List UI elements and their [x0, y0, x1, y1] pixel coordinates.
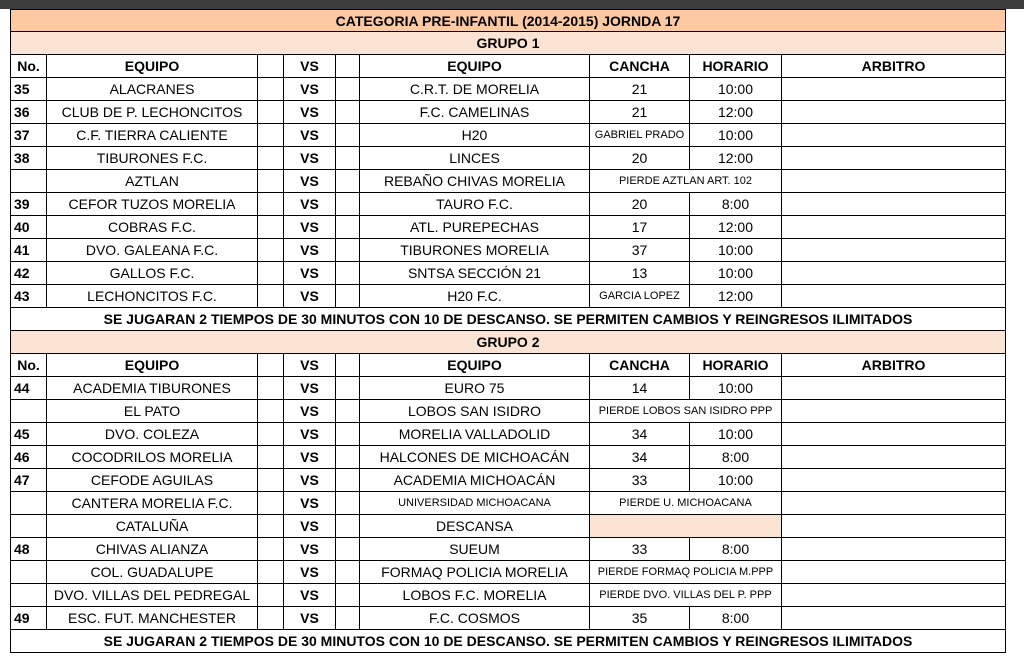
blank-cell [257, 492, 283, 514]
vs-label: VS [283, 561, 335, 583]
cancha-value: GARCIA LOPEZ [589, 285, 689, 307]
arbitro-cell [781, 239, 1006, 261]
vs-label: VS [283, 124, 335, 146]
match-number [10, 561, 46, 583]
penalty-note: PIERDE LOBOS SAN ISIDRO PPP [589, 400, 781, 422]
arbitro-cell [781, 216, 1006, 238]
arbitro-cell [781, 193, 1006, 215]
header-horario: HORARIO [689, 55, 781, 77]
home-team: COCODRILOS MORELIA [46, 446, 257, 468]
vs-label: VS [283, 423, 335, 445]
blank-cell [257, 561, 283, 583]
match-row [10, 124, 1006, 147]
cancha-value: 14 [589, 377, 689, 399]
grupo2-label: GRUPO 2 [10, 331, 1006, 353]
blank-cell [335, 216, 359, 238]
arbitro-cell [781, 423, 1006, 445]
horario-value: 10:00 [689, 423, 781, 445]
column-header-row [10, 354, 1006, 377]
match-row [10, 285, 1006, 308]
grupo2-header-row [10, 331, 1006, 354]
match-number [10, 400, 46, 422]
arbitro-cell [781, 124, 1006, 146]
page-title: CATEGORIA PRE-INFANTIL (2014-2015) JORNDA 17 [10, 10, 1006, 31]
grupo2-note-row [10, 630, 1006, 653]
away-team: EURO 75 [359, 377, 589, 399]
match-row [10, 262, 1006, 285]
away-team: SUEUM [359, 538, 589, 560]
blank-cell [335, 78, 359, 100]
horario-value: 12:00 [689, 216, 781, 238]
blank-cell [257, 607, 283, 629]
home-team: LECHONCITOS F.C. [46, 285, 257, 307]
header-blank-1 [257, 354, 283, 376]
away-team: H20 F.C. [359, 285, 589, 307]
match-row [10, 147, 1006, 170]
away-team: REBAÑO CHIVAS MORELIA [359, 170, 589, 192]
away-team: DESCANSA [359, 515, 589, 537]
horario-value: 10:00 [689, 239, 781, 261]
home-team: ALACRANES [46, 78, 257, 100]
match-row [10, 561, 1006, 584]
home-team: TIBURONES F.C. [46, 147, 257, 169]
blank-cell [335, 400, 359, 422]
vs-label: VS [283, 492, 335, 514]
vs-label: VS [283, 147, 335, 169]
vs-label: VS [283, 193, 335, 215]
header-horario: HORARIO [689, 354, 781, 376]
vs-label: VS [283, 377, 335, 399]
home-team: DVO. VILLAS DEL PEDREGAL [46, 584, 257, 606]
match-number: 41 [10, 239, 46, 261]
blank-cell [335, 262, 359, 284]
blank-cell [257, 147, 283, 169]
vs-label: VS [283, 262, 335, 284]
cancha-value: 21 [589, 78, 689, 100]
match-row [10, 446, 1006, 469]
grupo1-header-row [10, 32, 1006, 55]
home-team: DVO. COLEZA [46, 423, 257, 445]
header-arbitro: ARBITRO [781, 55, 1006, 77]
arbitro-cell [781, 377, 1006, 399]
away-team: ATL. PUREPECHAS [359, 216, 589, 238]
blank-cell [257, 239, 283, 261]
blank-cell [335, 538, 359, 560]
header-cancha: CANCHA [589, 55, 689, 77]
home-team: AZTLAN [46, 170, 257, 192]
header-no: No. [10, 354, 46, 376]
vs-label: VS [283, 78, 335, 100]
match-row [10, 400, 1006, 423]
match-number: 42 [10, 262, 46, 284]
window-top-bar [0, 0, 1024, 9]
horario-value: 12:00 [689, 285, 781, 307]
cancha-value: 21 [589, 101, 689, 123]
header-equipo-away: EQUIPO [359, 354, 589, 376]
blank-cell [257, 469, 283, 491]
cancha-value: 13 [589, 262, 689, 284]
cancha-value: 33 [589, 538, 689, 560]
title-row [10, 9, 1006, 32]
horario-value: 10:00 [689, 377, 781, 399]
vs-label: VS [283, 538, 335, 560]
penalty-note: PIERDE FORMAQ POLICIA M.PPP [589, 561, 781, 583]
arbitro-cell [781, 561, 1006, 583]
blank-cell [257, 515, 283, 537]
cancha-value: 34 [589, 446, 689, 468]
cancha-value: GABRIEL PRADO [589, 124, 689, 146]
away-team: C.R.T. DE MORELIA [359, 78, 589, 100]
cancha-value: 35 [589, 607, 689, 629]
match-number: 40 [10, 216, 46, 238]
home-team: CEFOR TUZOS MORELIA [46, 193, 257, 215]
cancha-value: 17 [589, 216, 689, 238]
blank-cell [257, 262, 283, 284]
horario-value: 12:00 [689, 101, 781, 123]
cancha-value: 33 [589, 469, 689, 491]
vs-label: VS [283, 469, 335, 491]
blank-cell [257, 285, 283, 307]
header-equipo-away: EQUIPO [359, 55, 589, 77]
match-number: 46 [10, 446, 46, 468]
arbitro-cell [781, 607, 1006, 629]
horario-value: 10:00 [689, 78, 781, 100]
home-team: CATALUÑA [46, 515, 257, 537]
match-number [10, 170, 46, 192]
blank-cell [257, 538, 283, 560]
away-team: TIBURONES MORELIA [359, 239, 589, 261]
cancha-value: 20 [589, 193, 689, 215]
away-team: LOBOS SAN ISIDRO [359, 400, 589, 422]
home-team: CLUB DE P. LECHONCITOS [46, 101, 257, 123]
penalty-note: PIERDE DVO. VILLAS DEL P. PPP [589, 584, 781, 606]
match-row [10, 216, 1006, 239]
blank-cell [335, 101, 359, 123]
away-team: HALCONES DE MICHOACÁN [359, 446, 589, 468]
blank-cell [335, 124, 359, 146]
blank-cell [335, 446, 359, 468]
home-team: DVO. GALEANA F.C. [46, 239, 257, 261]
match-number: 47 [10, 469, 46, 491]
header-equipo-home: EQUIPO [46, 55, 257, 77]
blank-cell [335, 607, 359, 629]
away-team: MORELIA VALLADOLID [359, 423, 589, 445]
vs-label: VS [283, 170, 335, 192]
grupo1-rules-note: SE JUGARAN 2 TIEMPOS DE 30 MINUTOS CON 10 DE DESCANSO. SE PERMITEN CAMBIOS Y REINGRESOS ILIMITADOS [10, 308, 1006, 330]
match-number [10, 584, 46, 606]
match-row [10, 239, 1006, 262]
home-team: COBRAS F.C. [46, 216, 257, 238]
penalty-note: PIERDE AZTLAN ART. 102 [589, 170, 781, 192]
away-team: ACADEMIA MICHOACÁN [359, 469, 589, 491]
match-number: 37 [10, 124, 46, 146]
header-blank-2 [335, 55, 359, 77]
match-row [10, 492, 1006, 515]
schedule-sheet [10, 9, 1006, 653]
grupo1-note-row [10, 308, 1006, 331]
match-number: 38 [10, 147, 46, 169]
header-vs: VS [283, 354, 335, 376]
arbitro-cell [781, 147, 1006, 169]
match-number [10, 492, 46, 514]
horario-value: 8:00 [689, 446, 781, 468]
match-number: 36 [10, 101, 46, 123]
away-team: FORMAQ POLICIA MORELIA [359, 561, 589, 583]
arbitro-cell [781, 262, 1006, 284]
vs-label: VS [283, 216, 335, 238]
blank-cell [335, 515, 359, 537]
arbitro-cell [781, 515, 1006, 537]
cancha-value: 37 [589, 239, 689, 261]
vs-label: VS [283, 584, 335, 606]
header-vs: VS [283, 55, 335, 77]
arbitro-cell [781, 78, 1006, 100]
match-row [10, 584, 1006, 607]
arbitro-cell [781, 285, 1006, 307]
header-blank-2 [335, 354, 359, 376]
header-arbitro: ARBITRO [781, 354, 1006, 376]
header-cancha: CANCHA [589, 354, 689, 376]
match-row [10, 538, 1006, 561]
match-number: 39 [10, 193, 46, 215]
home-team: CEFODE AGUILAS [46, 469, 257, 491]
home-team: CANTERA MORELIA F.C. [46, 492, 257, 514]
blank-cell [335, 239, 359, 261]
arbitro-cell [781, 469, 1006, 491]
away-team: H20 [359, 124, 589, 146]
vs-label: VS [283, 101, 335, 123]
blank-cell [335, 561, 359, 583]
horario-value: 10:00 [689, 124, 781, 146]
penalty-note: PIERDE U. MICHOACANA [589, 492, 781, 514]
blank-cell [257, 170, 283, 192]
away-team: UNIVERSIDAD MICHOACANA [359, 492, 589, 514]
match-row [10, 377, 1006, 400]
blank-cell [335, 584, 359, 606]
vs-label: VS [283, 446, 335, 468]
descansa-cell [589, 515, 781, 537]
away-team: LOBOS F.C. MORELIA [359, 584, 589, 606]
cancha-value: 20 [589, 147, 689, 169]
match-row [10, 193, 1006, 216]
arbitro-cell [781, 101, 1006, 123]
header-equipo-home: EQUIPO [46, 354, 257, 376]
home-team: ESC. FUT. MANCHESTER [46, 607, 257, 629]
blank-cell [335, 469, 359, 491]
away-team: TAURO F.C. [359, 193, 589, 215]
away-team: SNTSA SECCIÓN 21 [359, 262, 589, 284]
home-team: ACADEMIA TIBURONES [46, 377, 257, 399]
horario-value: 8:00 [689, 538, 781, 560]
cancha-value: 34 [589, 423, 689, 445]
header-blank-1 [257, 55, 283, 77]
horario-value: 12:00 [689, 147, 781, 169]
blank-cell [257, 101, 283, 123]
blank-cell [257, 446, 283, 468]
vs-label: VS [283, 607, 335, 629]
blank-cell [257, 124, 283, 146]
match-number: 43 [10, 285, 46, 307]
horario-value: 8:00 [689, 607, 781, 629]
blank-cell [335, 377, 359, 399]
match-number: 35 [10, 78, 46, 100]
match-number: 49 [10, 607, 46, 629]
header-no: No. [10, 55, 46, 77]
match-row [10, 101, 1006, 124]
match-row [10, 78, 1006, 101]
match-number [10, 515, 46, 537]
blank-cell [257, 78, 283, 100]
match-number: 44 [10, 377, 46, 399]
horario-value: 10:00 [689, 262, 781, 284]
blank-cell [335, 492, 359, 514]
match-row [10, 515, 1006, 538]
vs-label: VS [283, 515, 335, 537]
match-row [10, 423, 1006, 446]
arbitro-cell [781, 446, 1006, 468]
arbitro-cell [781, 170, 1006, 192]
horario-value: 8:00 [689, 193, 781, 215]
horario-value: 10:00 [689, 469, 781, 491]
home-team: EL PATO [46, 400, 257, 422]
column-header-row [10, 55, 1006, 78]
arbitro-cell [781, 584, 1006, 606]
grupo1-label: GRUPO 1 [10, 32, 1006, 54]
match-row [10, 607, 1006, 630]
home-team: C.F. TIERRA CALIENTE [46, 124, 257, 146]
arbitro-cell [781, 400, 1006, 422]
away-team: F.C. COSMOS [359, 607, 589, 629]
blank-cell [335, 193, 359, 215]
blank-cell [257, 423, 283, 445]
vs-label: VS [283, 400, 335, 422]
match-number: 48 [10, 538, 46, 560]
arbitro-cell [781, 492, 1006, 514]
blank-cell [257, 400, 283, 422]
vs-label: VS [283, 239, 335, 261]
away-team: LINCES [359, 147, 589, 169]
blank-cell [257, 193, 283, 215]
blank-cell [335, 423, 359, 445]
away-team: F.C. CAMELINAS [359, 101, 589, 123]
blank-cell [257, 377, 283, 399]
blank-cell [257, 584, 283, 606]
vs-label: VS [283, 285, 335, 307]
match-row [10, 170, 1006, 193]
home-team: CHIVAS ALIANZA [46, 538, 257, 560]
match-row [10, 469, 1006, 492]
blank-cell [335, 170, 359, 192]
arbitro-cell [781, 538, 1006, 560]
blank-cell [335, 285, 359, 307]
blank-cell [257, 216, 283, 238]
grupo2-rules-note: SE JUGARAN 2 TIEMPOS DE 30 MINUTOS CON 10 DE DESCANSO. SE PERMITEN CAMBIOS Y REINGRESOS ILIMITADOS [10, 630, 1006, 652]
home-team: COL. GUADALUPE [46, 561, 257, 583]
match-number: 45 [10, 423, 46, 445]
blank-cell [335, 147, 359, 169]
home-team: GALLOS F.C. [46, 262, 257, 284]
